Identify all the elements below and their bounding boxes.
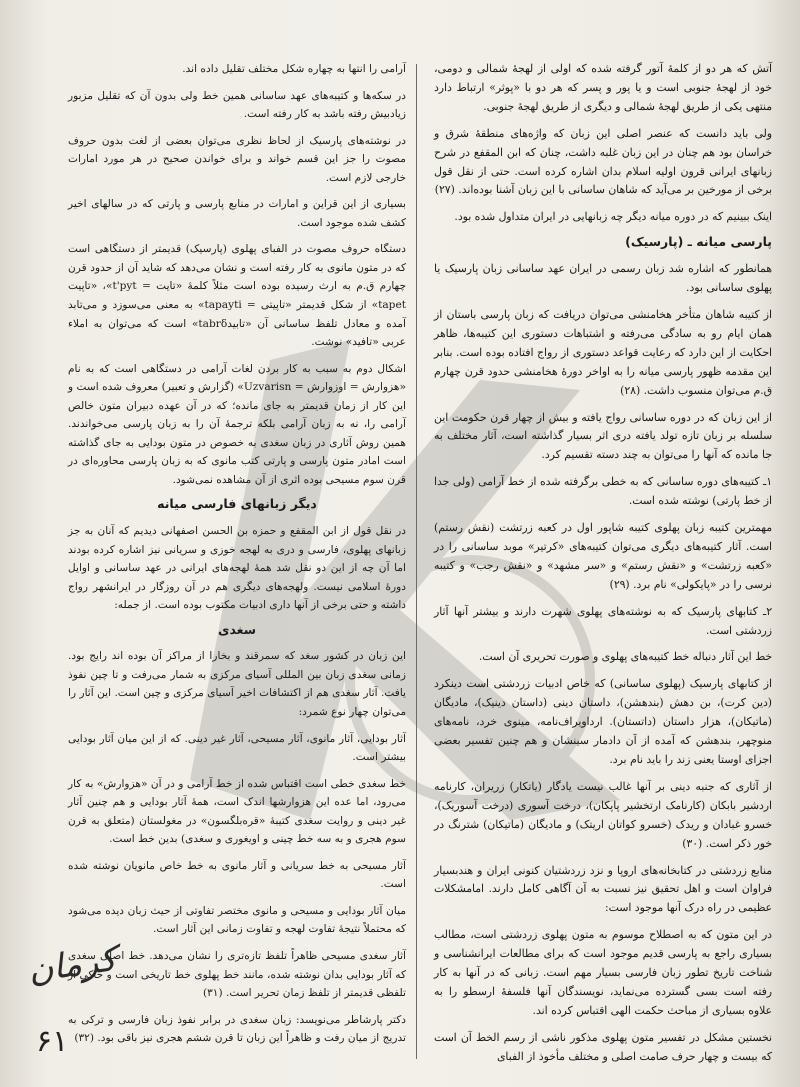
paragraph: اشکال دوم به سبب به کار بردن لغات آرامی در دستگاهی است که به نام «هزوارش = اوزوارش = Uzvarisn» (گزارش و تعبیر) معروف شده است و این کار از زمان قدیمتر به جای مانده؛ که در آن عهده دبیران متون خالص آرامی را، نه به زبان آرامی بلکه ترجمهٔ آن را به زبان پارسی می‌خواندند. همین روش آثاری در زبان سغدی به خصوص در متون بودایی به جای گذاشته است امادر متون پارسی و پارتی کتب مانوی که به زبان پارسی محاوره‌ای در قرن سوم مسیحی بوده اثری از آن مشاهده نمی‌شود. xyxy=(68,362,406,486)
paragraph: از کتابهای پارسیک (پهلوی ساسانی) که خاص ادبیات زردشتی است دینکرد (دین کرت)، بن دهش (بندهشن)، داستان دینی (داستان دینیک)، ماديگان (ماتیکان)، هزار داستان (داتستان). ارداویراف‌نامه، مینوی خرد، نامه‌های منوچهر، بندهشن که آمده از آن دادمار سینشان و هم چنین تفسیر بعضی اجزای اوستا یعنی زند را باید نام برد. xyxy=(434,677,772,766)
paragraph: در نقل قول از ابن المقفع و حمزه بن الحسن اصفهانی دیدیم که آنان به جز زبانهای پهلوی، فارسی و دری به لهجه خوزی و سریانی نیز اشاره کرده بودند اما آن چه از این دو نقل شد همهٔ لهجه‌های ایرانی در عهد ساسانی و اوایل دورهٔ اسلامی نیست. ولهجه‌های دیگری هم در آن روزگار در ایرانشهر رواج داشته و حتی برخی از آنها داری ادبیات مکتوب بوده است. از جمله: xyxy=(68,525,406,612)
paragraph: دستگاه حروف مصوت در الفبای پهلوی (پارسیک) قدیمتر از دستگاهی است که در متون مانوی به کار رفته است و نشان می‌دهد که شاید آن از حدود قرن چهارم ق.م به ارث رسیده بوده است مثلاً کلمهٔ «تایت = t'pyt»، «تاپیت tapet» از شکل قدیمتر «تاپیتی = tapayti» به معنی می‌سوزد و می‌تابد آمده و معادل تلفظ ساسانی آن «تابیدtabrδ» است که می‌توان به املاء عربی «تافید» نوشت. xyxy=(68,243,406,349)
left-text-column xyxy=(68,60,406,1048)
paragraph: در سکه‌ها و کتیبه‌های عهد ساسانی همین خط ولی بدون آن که تقلیل مزبور زیادبیش رفته باشد به کار رفته است. xyxy=(68,89,406,121)
paragraph: در این متون که به اصطلاح موسوم به متون پهلوی زردشتی است، مطالب بسیاری راجع به پارسی قدیم موجود است که برای مطالعات ایرانشناسی و شناخت تاریخ تطور زبان فارسی بسیار مهم است. زبانی که در آنها به کار رفته است بسی گسترده می‌نماید، نویسندگان آنها فلسفهٔ ارسطو را به علاوه بسیاری از مباحث حکمت الهی اقتباس کرده اند. xyxy=(434,928,772,1017)
paragraph: ۱ـ کتیبه‌های دوره ساسانی که به خطی برگرفته شده از خط آرامی (ولی جدا از خط پارتی) نوشته شده است. xyxy=(434,475,772,508)
section-heading: سغدی xyxy=(217,621,257,637)
paragraph: دکتر پارشاطر می‌نویسد: زبان سغدی در برابر نفوذ زبان فارسی و ترکی به تدریج از میان رفت و ظاهراً این زبان تا قرن ششم هجری نیز باقی بود. (۳۲) xyxy=(68,1013,406,1045)
section-heading: دیگر زبانهای فارسی میانه xyxy=(157,496,317,512)
paragraph: از این زبان که در دوره ساسانی رواج یافته و بیش از چهار قرن حکومت این سلسله بر زبان تازه تولد یافته دری اثر بسیار گذاشته است، آثار مختلف به جا مانده که آنها را می‌توان به چند دسته تقسیم کرد. xyxy=(434,410,772,462)
paragraph: بسیاری از این قراین و امارات در منابع پارسی و پارتی که در سالهای اخیر کشف شده موجود است. xyxy=(68,198,406,229)
magazine-logo: کرمان xyxy=(25,939,119,991)
paragraph: اینک ببینیم که در دوره میانه دیگر چه زبانهایی در ایران متداول شده بود. xyxy=(454,210,772,224)
paragraph: مهمترین کتیبه زبان پهلوی کتیبه شاپور اول در کعبه زرتشت (نقش رستم) است. آثار کتیبه‌های دیگری می‌توان کتیبه‌های «کرتیر» موبد ساسانی را در «کعبه زرتشت» و «نقش رستم» و «سر مشهد» و «نقش رجب» و کتیبه نرسی را در «پایکولی» نام برد. (۲۹) xyxy=(434,521,772,591)
paragraph: از آثاری که جنبه دینی بر آنها غالب نیست یادگار (یاتکار) زریران، کارنامه اردشیر بابکان (کارنامک ارتخشیر پاپکان)، درخت آسوری (درخت آسوریک)، خسرو غبادان و ریدک (خسرو کواتان اریتک) و مادیگان (ماتیکان) شترنگ در خور ذکر است. (۳۰) xyxy=(434,779,772,850)
right-text-column xyxy=(434,60,772,1067)
paragraph: خط سغدی خطی است اقتباس شده از خط آرامی و در آن «هزوارش» به کار می‌رود، اما عده این هزوارشها اندک است، همهٔ آثار بودایی و هم چنین آثار غیر دینی و روایت سغدی کتیبهٔ «قره‌بلگسون» در مغولستان (متعلق به قرن سوم هجری و به سه خط چینی و اویغوری و سغدی) بدین خط است. xyxy=(68,777,406,846)
paragraph: این زبان در کشور سغد که سمرقند و بخارا از مراکز آن بوده اند رایج بود. زمانی سغدی زبان بین المللی آسیای مرکزی به شمار می‌رفت و تا چین نفوذ یافت. آثار سغدی هم از اکتشافات اخیر آسیای مرکزی و چین است. این آثار را می‌توان چهار نوع شمرد: xyxy=(68,650,406,718)
page-number: ۶۱ xyxy=(36,1024,69,1059)
section-heading: پارسی میانه ـ (پارسیک) xyxy=(625,234,772,250)
paragraph: از کتیبه شاهان متأخر هخامنشی می‌توان دریافت که زبان پارسی باستان از همان ایام رو به سادگی می‌رفته و اشتباهات دستوری این کتیبه‌ها، ظاهر احکایت از این دارد که رعایت قواعد دستوری از رواج افتاده بوده است. بنابر این مقدمه ظهور پارسی میانه را به اواخر دورهٔ هخامنشی حدود قرن چهارم ق.م می‌توان منسوب داشت. (۲۸) xyxy=(434,307,772,397)
paragraph: آرامی را انتها به چهاره شکل مختلف تقلیل داده اند. xyxy=(182,63,406,75)
paragraph: ولی باید دانست که عنصر اصلی این زبان که واژه‌های منطقهٔ شرق و خراسان بود هم چنان در این زبان غلبه داشت، چنان که ابن المقفع در شرح زبانهای ایرانی قرون اولیه اسلام بدان اشاره کرده است. حتی از نقل قول برخی از مورخین بر می‌آید که شاهان ساسانی با این زبان آشنا بوده‌اند. (۲۷) xyxy=(434,126,772,197)
paragraph: همانطور که اشاره شد زبان رسمی در ایران عهد ساسانی زبان پارسیک یا پهلوی ساسانی بود. xyxy=(434,262,772,295)
column-divider xyxy=(416,64,417,1059)
paragraph: در نوشته‌های پارسیک از لحاظ نظری می‌توان بعضی از لغت بدون حروف مصوت را جز این قسم خواند و برای خواندن صحیح در هر مورد امارات خارجی لازم است. xyxy=(68,134,406,184)
paragraph: آثار بودایی، آثار مانوی، آثار مسیحی، آثار غیر دینی. که از این میان آثار بودایی بیشتر است. xyxy=(68,732,406,764)
paragraph: نخستین مشکل در تفسیر متون پهلوی مذکور ناشی از رسم الخط آن است که بیست و چهار حرف صامت اصلی و مختلف مأخوذ از الفبای xyxy=(434,1030,772,1063)
paragraph: آثار سغدی مسیحی ظاهراً تلفظ تازه‌تری را نشان می‌دهد. خط اصلی سغدی که آثار بودایی بدان نوشته شده، مانند خط پهلوی خط تاریخی است و حاکی از تلفظی قدیمتر از تلفظ زمان تحریر است. (۳۱) xyxy=(68,949,406,1000)
paragraph: ۲ـ کتابهای پارسیک که به نوشته‌های پهلوی شهرت دارند و بیشتر آنها آثار زردشتی است. xyxy=(434,604,772,637)
paragraph: منابع زردشتی در کتابخانه‌های اروپا و نزد زردشتیان کنونی ایران و هندبسیار فراوان است و اهل تحقیق نیز نسبت به آن آگاهی کامل دارند. امامشکلات عظیمی در راه درک آنها موجود است: xyxy=(434,863,772,915)
paragraph: آتش که هر دو از کلمهٔ آتور گرفته شده که اولی از لهجهٔ شمالی و دومی، خود از لهجهٔ جنوبی است و یا پور و پسر که هر دو با «پوثر» ارتباط دارد منتهی یکی از طریق لهجهٔ شمالی و دیگری از طریق لهجهٔ جنوبی. xyxy=(434,62,772,113)
paragraph: میان آثار بودایی و مسیحی و مانوی مختصر تفاوتی از حیث زبان دیده می‌شود که محتملاً نتیجهٔ تفاوت لهجه و تفاوت زمانی این آثار است. xyxy=(68,904,406,936)
paragraph: خط این آثار دنباله خط کتیبه‌های پهلوی و صورت تحریری آن است. xyxy=(478,650,772,664)
paragraph: آثار مسیحی به خط سریانی و آثار مانوی به خط خاص مانویان نوشته شده است. xyxy=(68,859,406,891)
